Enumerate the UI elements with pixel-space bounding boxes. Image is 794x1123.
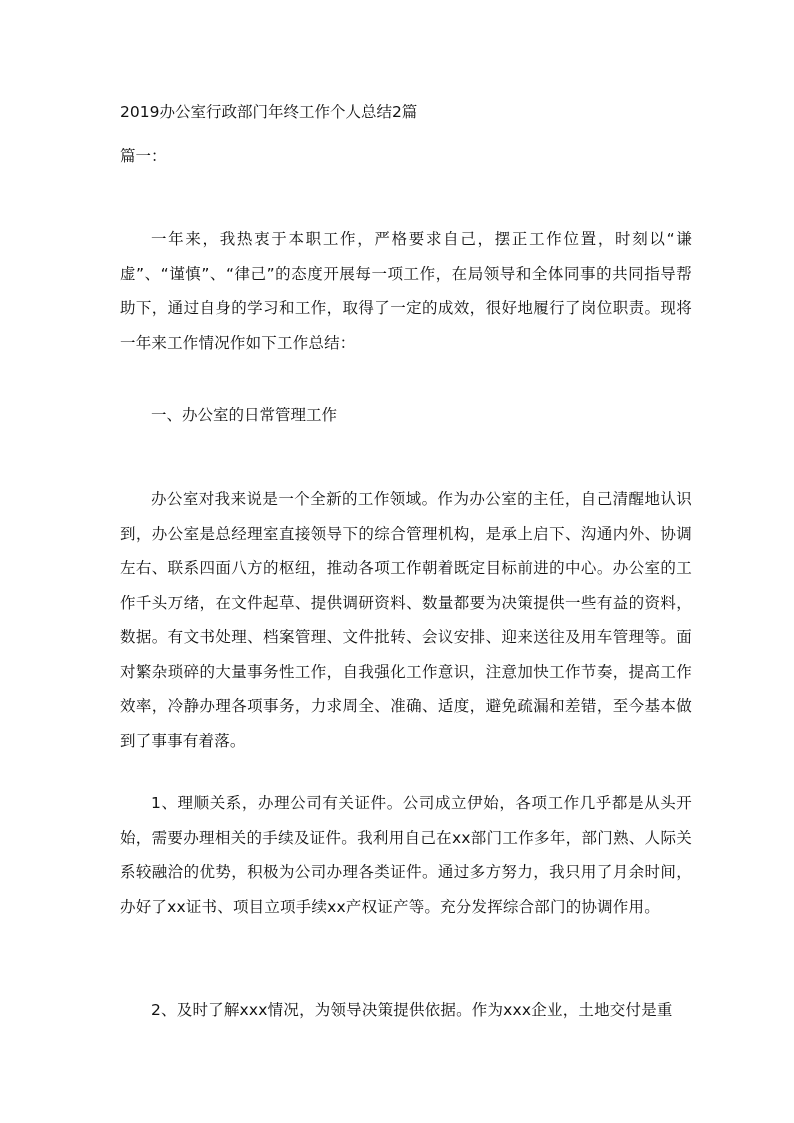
paragraph-item-1: 1、理顺关系，办理公司有关证件。公司成立伊始，各项工作几乎都是从头开始，需要办理相关的手续及证件。我利用自己在xx部门工作多年，部门熟、人际关系较融洽的优势，积极为公司办理各类证件。通过多方努力，我只用了月余时间，办好了xx证书、项目立项手续xx产权证产等。充分发挥综合部门的协调作用。: [120, 794, 692, 916]
document-title: 2019办公室行政部门年终工作个人总结2篇: [120, 103, 418, 121]
paragraph-intro: 一年来，我热衷于本职工作，严格要求自己，摆正工作位置，时刻以“谦虚”、“谨慎”、“律己”的态度开展每一项工作，在局领导和全体同事的共同指导帮助下，通过自身的学习和工作，取得了一定的成效，很好地履行了岗位职责。现将一年来工作情况作如下工作总结：: [120, 230, 692, 352]
paragraph-item-2: 2、及时了解xxx情况，为领导决策提供依据。作为xxx企业，土地交付是重: [151, 1001, 673, 1019]
paragraph-office-duties: 办公室对我来说是一个全新的工作领域。作为办公室的主任，自己清醒地认识到，办公室是总经理室直接领导下的综合管理机构，是承上启下、沟通内外、协调左右、联系四面八方的枢纽，推动各项工作朝着既定目标前进的中心。办公室的工作千头万绪，在文件起草、提供调研资料、数量都要为决策提供一些有益的资料，数据。有文书处理、档案管理、文件批转、会议安排、迎来送往及用车管理等。面对繁杂琐碎的大量事务性工作，自我强化工作意识，注意加快工作节奏，提高工作效率，冷静办理各项事务，力求周全、准确、适度，避免疏漏和差错，至今基本做到了事事有着落。: [120, 490, 692, 750]
part-label: 篇一：: [120, 147, 167, 165]
section-heading: 一、办公室的日常管理工作: [151, 406, 338, 424]
